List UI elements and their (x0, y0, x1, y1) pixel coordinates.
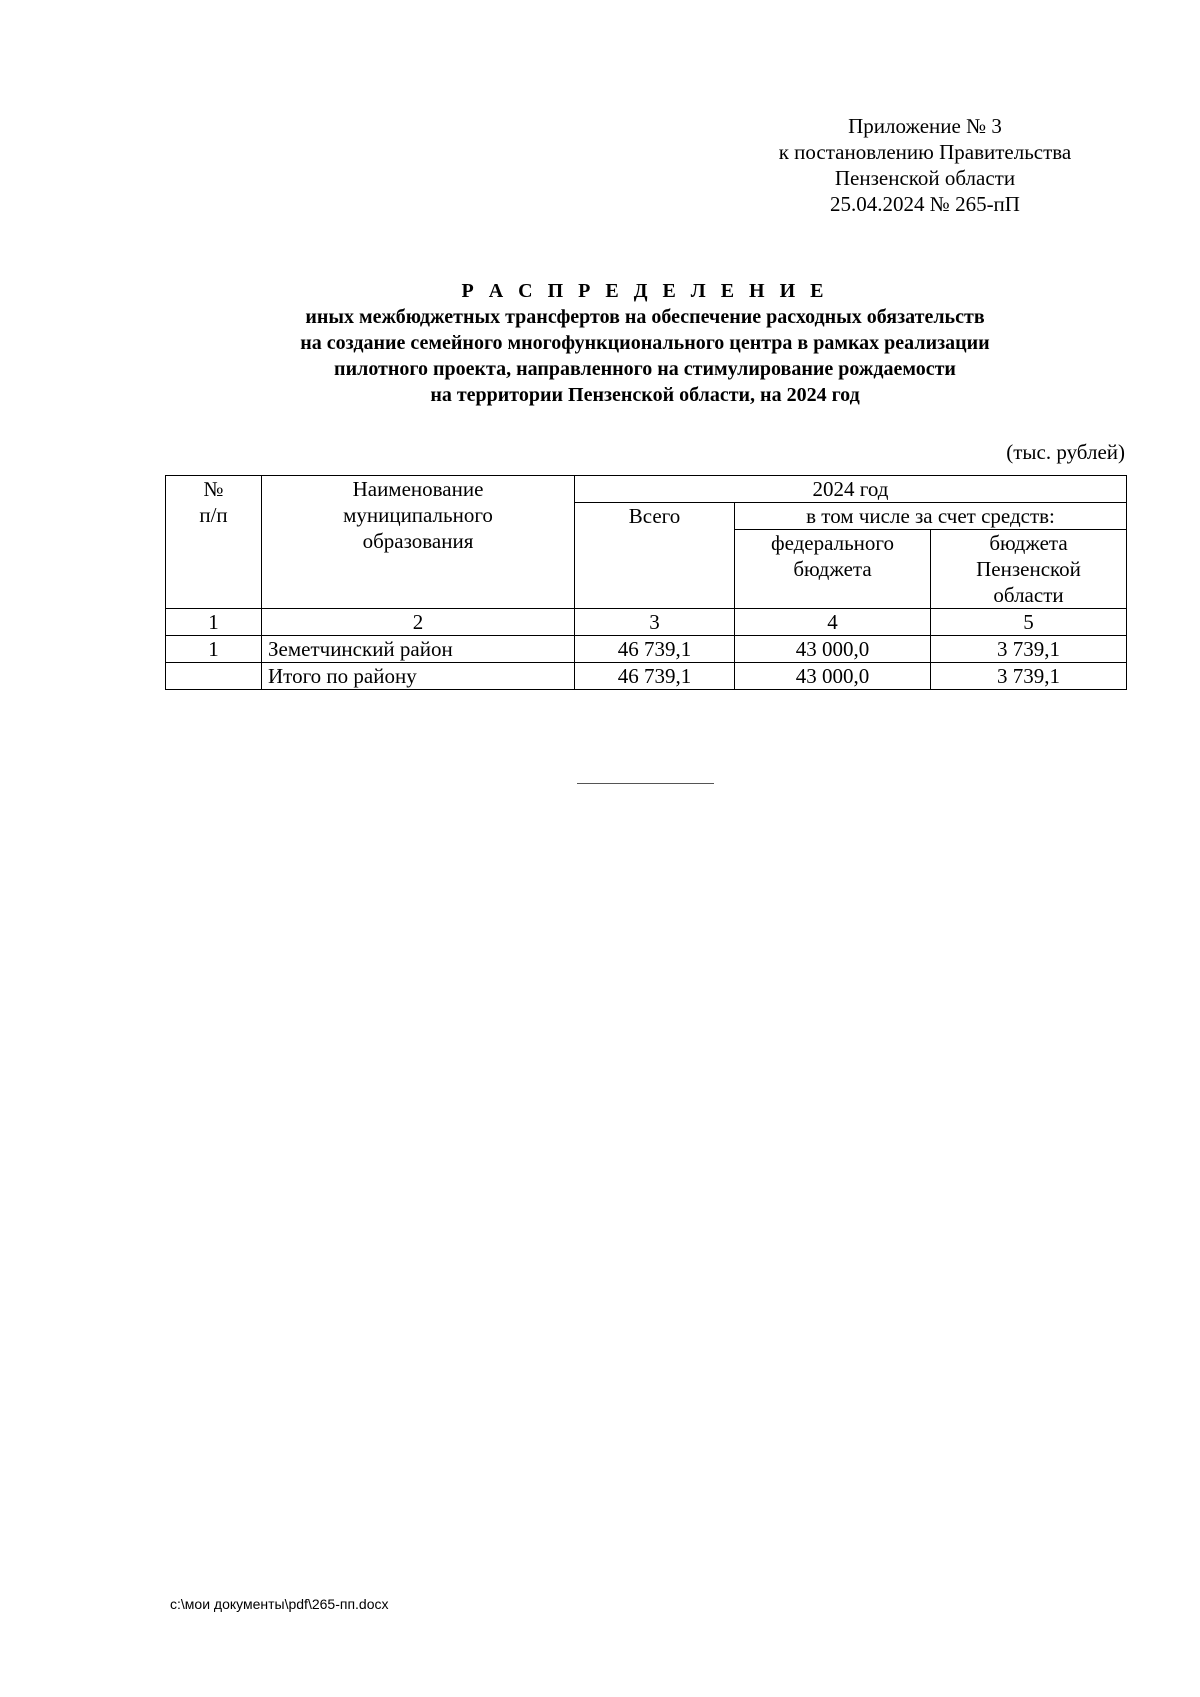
header-name (262, 476, 575, 609)
column-number: 5 (931, 609, 1127, 636)
header-regional-line: бюджета (989, 531, 1068, 555)
header-federal-line: бюджета (793, 557, 872, 581)
row-federal: 43 000,0 (735, 636, 931, 663)
header-regional-line: Пензенской (976, 557, 1081, 581)
title-line: иных межбюджетных трансфертов на обеспечение расходных обязательств (305, 306, 985, 328)
title-line: пилотного проекта, направленного на стимулирование рождаемости (334, 358, 956, 380)
header-regional (931, 530, 1127, 609)
row-num (166, 663, 262, 690)
document-title (150, 278, 1140, 408)
column-number: 2 (262, 609, 575, 636)
row-regional: 3 739,1 (931, 663, 1127, 690)
header-num-line: п/п (199, 503, 228, 527)
row-num: 1 (166, 636, 262, 663)
table-row (166, 636, 1127, 663)
header-year: 2024 год (575, 476, 1127, 503)
appendix-date-number: 25.04.2024 № 265-пП (830, 192, 1020, 216)
appendix-line: к постановлению Правительства (778, 140, 1072, 164)
column-number: 1 (166, 609, 262, 636)
header-federal-line: федерального (770, 531, 895, 555)
header-num-line: № (203, 477, 224, 501)
row-name: Итого по району (262, 663, 575, 690)
header-name-line: муниципального (343, 503, 493, 527)
row-regional: 3 739,1 (931, 636, 1127, 663)
header-federal (735, 530, 931, 609)
column-number: 4 (735, 609, 931, 636)
footer-file-path: c:\мои документы\pdf\265-пп.docx (170, 1596, 389, 1612)
row-federal: 43 000,0 (735, 663, 931, 690)
header-row (166, 476, 1127, 503)
header-num (166, 476, 262, 609)
header-total: Всего (575, 503, 735, 609)
header-regional-line: области (993, 583, 1064, 607)
title-line: на территории Пензенской области, на 2024 год (430, 384, 860, 406)
end-divider-line (577, 783, 714, 784)
header-name-line: Наименование (352, 477, 484, 501)
title-heading: Р А С П Р Е Д Е Л Е Н И Е (461, 280, 829, 302)
column-number: 3 (575, 609, 735, 636)
distribution-table (165, 475, 1127, 690)
column-number-row (166, 609, 1127, 636)
units-label: (тыс. рублей) (1006, 440, 1125, 464)
title-line: на создание семейного многофункционального центра в рамках реализации (300, 332, 990, 354)
header-name-line: образования (362, 529, 474, 553)
appendix-block (755, 113, 1095, 217)
appendix-line: Пензенской области (834, 166, 1016, 190)
appendix-line: Приложение № 3 (848, 114, 1002, 138)
row-total: 46 739,1 (575, 663, 735, 690)
row-name: Земетчинский район (262, 636, 575, 663)
row-total: 46 739,1 (575, 636, 735, 663)
table-row-total (166, 663, 1127, 690)
header-including: в том числе за счет средств: (735, 503, 1127, 530)
